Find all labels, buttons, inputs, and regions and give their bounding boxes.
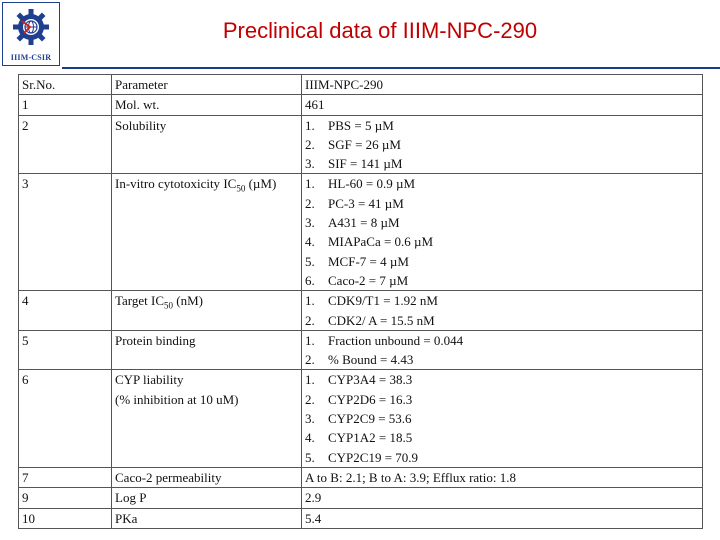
list-number: 2.: [305, 195, 315, 211]
value-line: [305, 135, 699, 154]
table-row: [19, 95, 703, 115]
sr-no-cell: 5: [19, 330, 112, 370]
parameter-label: (% inhibition at 10 uM): [115, 391, 239, 407]
value-text: MIAPaCa = 0.6 µM: [328, 234, 434, 250]
value-cell: [302, 291, 703, 331]
table-row: [19, 174, 703, 291]
value-line: [305, 488, 699, 507]
value-text: SIF = 141 µM: [328, 156, 403, 172]
table-row: [19, 330, 703, 370]
list-number: 1.: [305, 117, 315, 133]
parameter-label: Log P: [115, 490, 147, 506]
table-row: [19, 370, 703, 467]
parameter-cell: [112, 115, 302, 174]
value-text: MCF-7 = 4 µM: [328, 253, 409, 269]
value-line: [305, 448, 699, 467]
value-line: [305, 95, 699, 114]
value-line: [305, 154, 699, 173]
value-line: [305, 390, 699, 409]
list-number: 2.: [305, 312, 315, 328]
value-line: [305, 213, 699, 232]
data-table: [18, 74, 703, 529]
value-line: [305, 331, 699, 350]
parameter-label: Caco-2 permeability: [115, 469, 222, 485]
list-number: 3.: [305, 215, 315, 231]
list-number: 2.: [305, 136, 315, 152]
value-text: SGF = 26 µM: [328, 136, 401, 152]
list-number: 3.: [305, 411, 315, 427]
value-text: CDK2/ A = 15.5 nM: [328, 312, 435, 328]
value-text: A431 = 8 µM: [328, 215, 400, 231]
list-number: 5.: [305, 449, 315, 465]
value-line: [305, 468, 699, 487]
list-number: 1.: [305, 332, 315, 348]
value-line: [305, 232, 699, 251]
parameter-cell: [112, 291, 302, 331]
parameter-label: Target $IC_{50}$ (nM): [115, 293, 203, 311]
parameter-cell: [112, 95, 302, 115]
value-cell: [302, 95, 703, 115]
gear-globe-icon: [11, 7, 51, 47]
value-cell: [302, 467, 703, 487]
parameter-label: In-vitro cytotoxicity $IC_{50}$ (µM): [115, 176, 277, 195]
value-line: [305, 174, 699, 193]
value-cell: [302, 330, 703, 370]
list-number: 4.: [305, 430, 315, 446]
value-line: [305, 252, 699, 271]
table-row: [19, 488, 703, 508]
value-line: [305, 370, 699, 389]
sr-no-cell: 10: [19, 508, 112, 528]
value-cell: [302, 174, 703, 291]
list-number: 3.: [305, 156, 315, 172]
value-text: CDK9/T1 = 1.92 nM: [328, 293, 438, 309]
sr-no-cell: 4: [19, 291, 112, 331]
value-cell: [302, 370, 703, 467]
parameter-cell: [112, 508, 302, 528]
value-text: PBS = 5 µM: [328, 117, 394, 133]
parameter-label: PKa: [115, 510, 138, 526]
list-number: 1.: [305, 372, 315, 388]
csir-logo: [2, 2, 60, 66]
value-line: [305, 271, 699, 290]
value-line: [305, 409, 699, 428]
value-cell: [302, 115, 703, 174]
header-srno: Sr.No.: [19, 75, 112, 95]
list-number: 4.: [305, 234, 315, 250]
sr-no-cell: 1: [19, 95, 112, 115]
table-row: [19, 115, 703, 174]
value-text: CYP2C9 = 53.6: [328, 411, 412, 427]
parameter-label: CYP liability: [115, 372, 184, 388]
value-line: [305, 194, 699, 213]
value-cell: [302, 508, 703, 528]
value-cell: [302, 488, 703, 508]
sr-no-cell: 2: [19, 115, 112, 174]
list-number: 1.: [305, 293, 315, 309]
table-row: [19, 291, 703, 331]
value-text: PC-3 = 41 µM: [328, 195, 404, 211]
parameter-cell: [112, 488, 302, 508]
table-row: [19, 467, 703, 487]
value-text: HL-60 = 0.9 µM: [328, 176, 416, 192]
parameter-cell: [112, 330, 302, 370]
value-text: A to B: 2.1; B to A: 3.9; Efflux ratio: 1.8: [305, 469, 517, 485]
parameter-cell: [112, 370, 302, 467]
list-number: 2.: [305, 352, 315, 368]
value-text: % Bound = 4.43: [328, 352, 414, 368]
table-header-row: [19, 75, 703, 95]
value-text: 5.4: [305, 510, 322, 526]
logo-text: IIIM-CSIR: [10, 53, 52, 62]
value-text: CYP1A2 = 18.5: [328, 430, 413, 446]
sr-no-cell: 9: [19, 488, 112, 508]
list-number: 2.: [305, 391, 315, 407]
value-line: [305, 116, 699, 135]
value-line: [305, 350, 699, 369]
parameter-label: Protein binding: [115, 332, 196, 348]
list-number: 5.: [305, 253, 315, 269]
sr-no-cell: 6: [19, 370, 112, 467]
parameter-label: Solubility: [115, 117, 167, 133]
parameter-cell: [112, 467, 302, 487]
list-number: 6.: [305, 272, 315, 288]
header-parameter: Parameter: [112, 75, 302, 95]
value-text: CYP2C19 = 70.9: [328, 449, 419, 465]
parameter-cell: [112, 174, 302, 291]
value-text: 461: [305, 97, 325, 113]
header-compound: IIIM-NPC-290: [302, 75, 703, 95]
value-line: [305, 291, 699, 310]
list-number: 1.: [305, 176, 315, 192]
header-divider: [62, 67, 720, 69]
sr-no-cell: 7: [19, 467, 112, 487]
sr-no-cell: 3: [19, 174, 112, 291]
parameter-label: Mol. wt.: [115, 97, 160, 113]
value-text: CYP2D6 = 16.3: [328, 391, 413, 407]
page-title: Preclinical data of IIIM-NPC-290: [222, 18, 538, 43]
value-text: Caco-2 = 7 µM: [328, 272, 409, 288]
value-text: Fraction unbound = 0.044: [328, 332, 464, 348]
value-line: [305, 509, 699, 528]
table-row: [19, 508, 703, 528]
value-text: 2.9: [305, 490, 322, 506]
value-line: [305, 311, 699, 330]
value-line: [305, 428, 699, 447]
value-text: CYP3A4 = 38.3: [328, 372, 413, 388]
